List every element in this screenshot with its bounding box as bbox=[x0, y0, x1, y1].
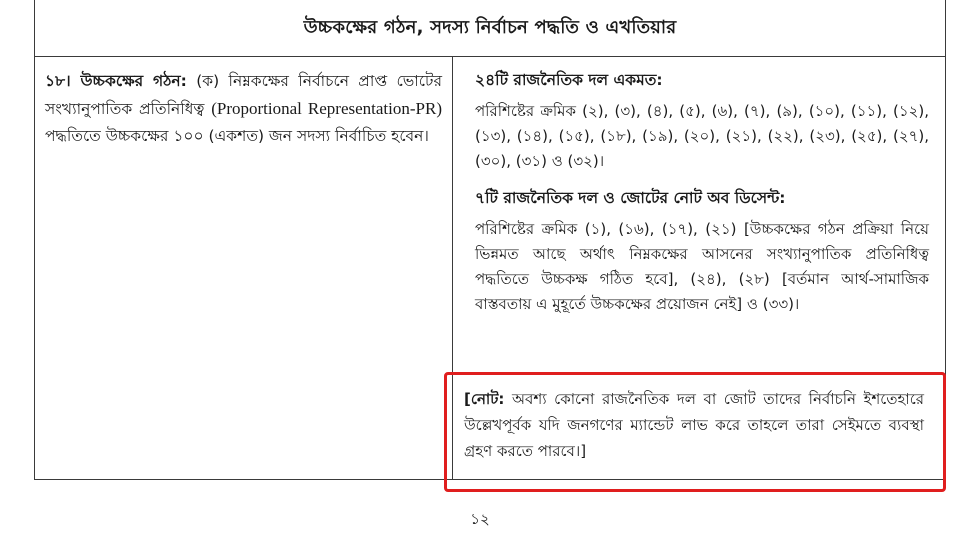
note-label: [নোট: bbox=[464, 390, 505, 408]
dissent-heading: ৭টি রাজনৈতিক দল ও জোটের নোট অব ডিসেন্ট: bbox=[475, 189, 786, 207]
note-body: অবশ্য কোনো রাজনৈতিক দল বা জোট তাদের নির্বাচনি ইশতেহারে উল্লেখপূর্বক যদি জনগণের ম্যান্ডেট লাভ করে তাহলে তারা সেইমতে ব্যবস্থা গ্রহণ করতে পারবে।] bbox=[464, 390, 924, 460]
consensus-heading: ২৪টি রাজনৈতিক দল একমত: bbox=[475, 71, 663, 89]
note-paragraph bbox=[464, 386, 924, 464]
consensus-text: পরিশিষ্টের ক্রমিক (২), (৩), (৪), (৫), (৬), (৭), (৯), (১০), (১১), (১২), (১৩), (১৪), (১৫), (১৮), (১৯), (২০), (২১), (২২), (২৩), (২৫), (২৭), (৩০), (৩১) ও (৩২)। bbox=[475, 102, 929, 170]
table-header: উচ্চকক্ষের গঠন, সদস্য নির্বাচন পদ্ধতি ও এখতিয়ার bbox=[35, 0, 945, 57]
proposal-heading: ১৮। উচ্চকক্ষের গঠন: bbox=[45, 72, 187, 90]
proposal-text-part2: পদ্ধতিতে উচ্চকক্ষের ১০০ (একশত) জন সদস্য নির্বাচিত হবেন। bbox=[45, 127, 429, 145]
left-cell-proposal bbox=[35, 56, 453, 479]
page-number: ১২ bbox=[470, 510, 490, 528]
dissent-text: পরিশিষ্টের ক্রমিক (১), (১৬), (১৭), (২১) [উচ্চকক্ষের গঠন প্রক্রিয়া নিয়ে ভিন্নমত আছে অর্থাৎ নিম্নকক্ষের আসনের সংখ্যানুপাতিক প্রতিনিধিত্ব পদ্ধতিতে উচ্চকক্ষ গঠিত হবে], (২৪), (২৮) [বর্তমান আর্থ-সামাজিক বাস্তবতায় এ মুহূর্তে উচ্চকক্ষের প্রয়োজন নেই] ও (৩৩)। bbox=[475, 220, 929, 313]
proposal-latin-term: (Proportional Representation-PR) bbox=[211, 99, 442, 118]
proposal-text-part1: (ক) নিম্নকক্ষের নির্বাচনে প্রাপ্ত ভোটের সংখ্যানুপাতিক প্রতিনিধিত্ব bbox=[45, 72, 442, 118]
